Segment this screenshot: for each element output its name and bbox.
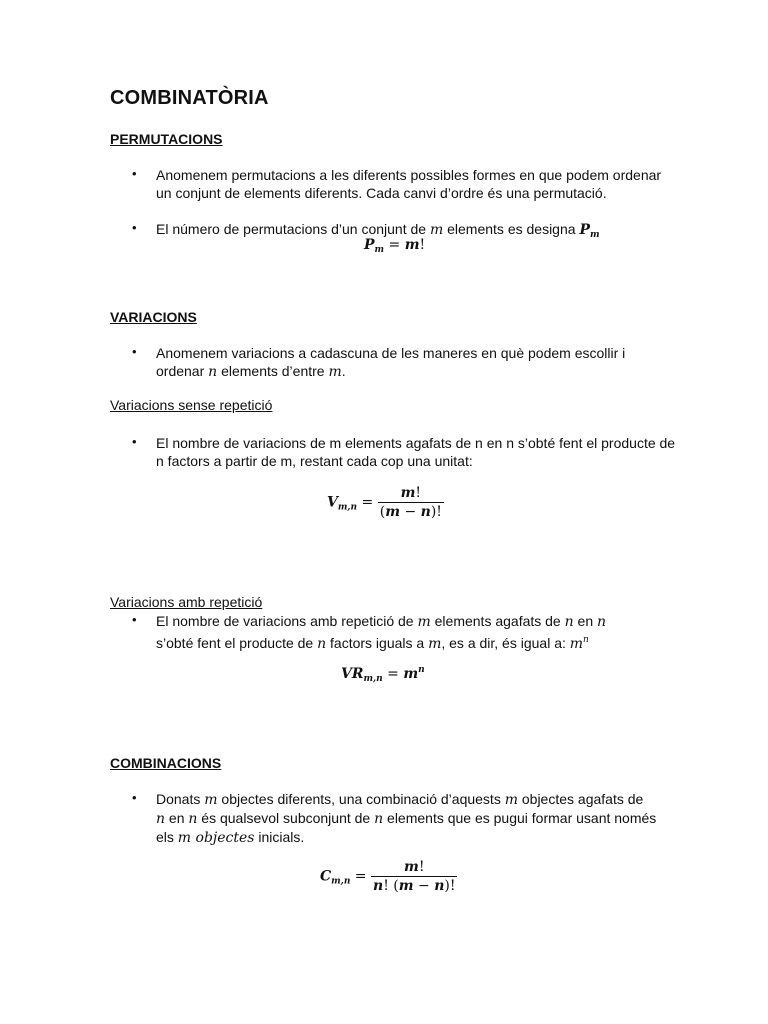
- variacions-heading: VARIACIONS: [110, 309, 197, 325]
- permutacions-notation: El número de permutacions d’un conjunt de m elements es designa $P_m$: [156, 221, 600, 240]
- variacions-definition: Anomenem variacions a cadascuna de les maneres en què podem escollir i ordenar n elements d’entre m.: [156, 345, 626, 380]
- combinacions-definition: Donats m objectes diferents, una combinació d’aquests m objectes agafats de n en n és qualsevol subconjunt de n elements que es pugui formar usant només els m objectes inicials.: [156, 791, 657, 846]
- bullet-dot: •: [132, 220, 137, 235]
- bullet-dot: •: [132, 434, 137, 449]
- combinacions-heading: COMBINACIONS: [110, 755, 222, 771]
- variacions-sense-subheading: Variacions sense repetició: [110, 397, 273, 413]
- page-title: COMBINATÒRIA: [110, 87, 269, 109]
- combinacions-formula: $C_{m,n}$ = $\frac{m!}{n! (m - n)!}$: [320, 859, 456, 894]
- variacions-amb-formula: $VR_{m,n} = m^n$: [341, 665, 425, 684]
- permutacions-definition: Anomenem permutacions a les diferents possibles formes en que podem ordenar un conjunt de elements diferents. Cada canvi d’ordre és una permutació.: [156, 167, 662, 201]
- variacions-sense-formula: $V_{m,n}$ = $\frac{m!}{(m - n)!}$: [327, 485, 442, 520]
- bullet-dot: •: [132, 166, 137, 181]
- variacions-sense-rule: El nombre de variacions de m elements agafats de n en n s’obté fent el producte de n factors a partir de m, restant cada cop una unitat:: [156, 435, 676, 469]
- variacions-amb-rule: El nombre de variacions amb repetició de m elements agafats de n en n s’obté fent el producte de n factors iguals a m, es a dir, és igual a: $m^n$: [156, 613, 607, 652]
- permutation-symbol: $P_m$: [579, 222, 600, 240]
- permutacions-heading: PERMUTACIONS: [110, 131, 223, 147]
- bullet-dot: •: [132, 344, 137, 359]
- bullet-dot: •: [132, 612, 137, 627]
- permutacions-formula: $P_m = m$!: [364, 237, 426, 255]
- bullet-dot: •: [132, 790, 137, 805]
- variacions-amb-subheading: Variacions amb repetició: [110, 594, 263, 610]
